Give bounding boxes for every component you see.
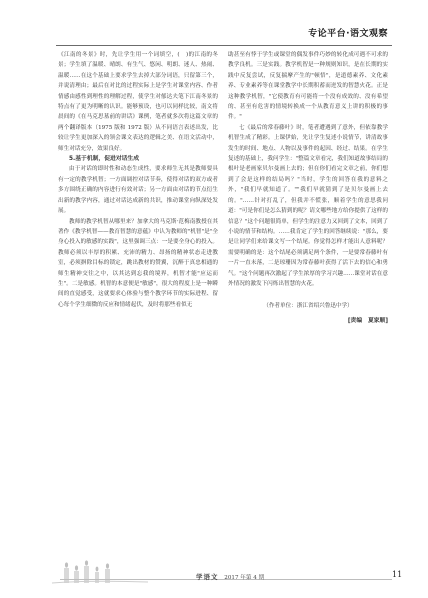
paragraph: 《江南的冬景》时，先让学生用一个词填空，( )的江南的冬景；学生填了温暖、晴朗、有生气、悠闲、明朗、迷人、热闹、温暖……在这个基础上要求学生去掉大部分词语，只留第三个，并说清理由；最后在对比的过程实际上是学生对课堂内容、作者情感由感性到理性的理解过程，使学生对郁达夫笔下江南冬景的特点有了更为明晰的认识。能够预设，也可以同样比较，南文将晨间的《在马克思墓前的讲话》课例，笔者就多次将这篇文章的两个翻译版本（1975 版和 1972 版）从不同语言表述出发，比较让学生更加深入的领会课文表达的逻辑之美、在语文活动中，师生对话充分，效果良好。 <box>58 52 218 152</box>
page-footer <box>0 560 428 590</box>
author-affiliation: （作者单位：浙江省绍兴鲁迅中学） <box>263 303 353 310</box>
right-column <box>228 50 388 540</box>
paragraph: 教师的教学机智从哪里来？加拿大的马克斯·范梅南教授在其著作《教学机智——教育智慧的意蕴》中认为教师的"机智"是"全身心投入的敏感的实践"，这里强调三点：一是要全身心的投入。教师必须以丰厚的积累、充沛的精力、昂扬的精神状态走进教室，必须摒除目标的锁定，跳出教材的赞翼，沉醉于真忠相通的师生精神交往之中，以其达到忘我的境界，机智才能"应运而生"。二是敏感。机智的本意便是"敏感"，很大的程度上是一种瞬间的直觉感受，这就要求心体验与整个教学环节的实际进程、留心每个学生细微的反应和情绪起伏，及时将那些看似无 <box>58 218 218 308</box>
paragraph: 由于对话的即时性和动态生成性，要求师生无其是教师要具有一定的教学机智；一方面调控对话节奏，使得对话的双方或者多方围绕正确的内容进行有效对话；另一方面由对话的节点衍生出新的教学内容，通过对话达成新的共识，推动课堂向纵深处发展。 <box>58 166 218 215</box>
candles-icon <box>48 560 158 586</box>
header-rule <box>56 45 392 46</box>
section-title: 专论平台·语文观察 <box>308 29 388 39</box>
issue-label: 2017 年第 4 期 <box>224 575 265 581</box>
page-number: 11 <box>392 570 403 579</box>
section-heading: 5.基于机制，促进对话生成 <box>69 156 140 163</box>
footer-issue <box>196 572 264 581</box>
page-header <box>56 20 392 46</box>
editor-credit: [责编 夏家顺] <box>347 317 388 324</box>
paragraph: 七《最后的常春藤叶》时，笔者遭遇到了意外，但依靠教学机智生成了精彩。上课伊始，先让学生复述小说情节，讲清故事发生的时间、地点、人物以及事件的起因、经过、结果。在学生复述的基础上，我问学生："整篇文章看完，我们知道故事结局的根叶是老画家贝尔曼画上去的；但在你们看完文章之前，你们想到了会是这样的结局吗？"当时，学生的回答在我的意料之外，"我们早就知道了。""我们早就猜到了是贝尔曼画上去的。"……针对打乱了，但我并不慌张，顺着学生的意思我问道："可是你们是怎么猜到的呢？请文哪些地方给你提供了这样的信息？"这个问题很简单，但学生的注意力又回到了文本，回到了小说的情节和结构。……我肯定了学生的回答继续说："那么，要是让同学们来给课文写一个结尾。你觉得怎样才能出人意料呢？需要明确的是：这个结尾必须满足两个条件，一是要常春藤叶有一片一直未落，二是琼珊因为常春藤叶获得了活下去的信心和勇气。"这个问题再次激起了学生浓厚的学习兴趣……课堂对话在意外情况的激发下闪烁出智慧的火花。 <box>228 124 388 287</box>
paragraph: 助甚至有悖于学生或课堂的偶发事件巧妙的转化成可遇不可求的教学良机。三是实践。教学机智是一种规则知识，是在长期的实践中反复尝试，反复揣摩产生的"顿悟"，是道德素养、文化素养、专业素养等在课堂教学中长期积蓄而迸发的智慧火花。正是这种教学机智，"它使教育有可能将一个没有成效的、没有希望的、甚至有危害的情境转换成一个从教育意义上讲的积极的事件。" <box>228 52 388 121</box>
magazine-title: 学语文 <box>196 573 219 581</box>
left-column <box>58 50 218 550</box>
